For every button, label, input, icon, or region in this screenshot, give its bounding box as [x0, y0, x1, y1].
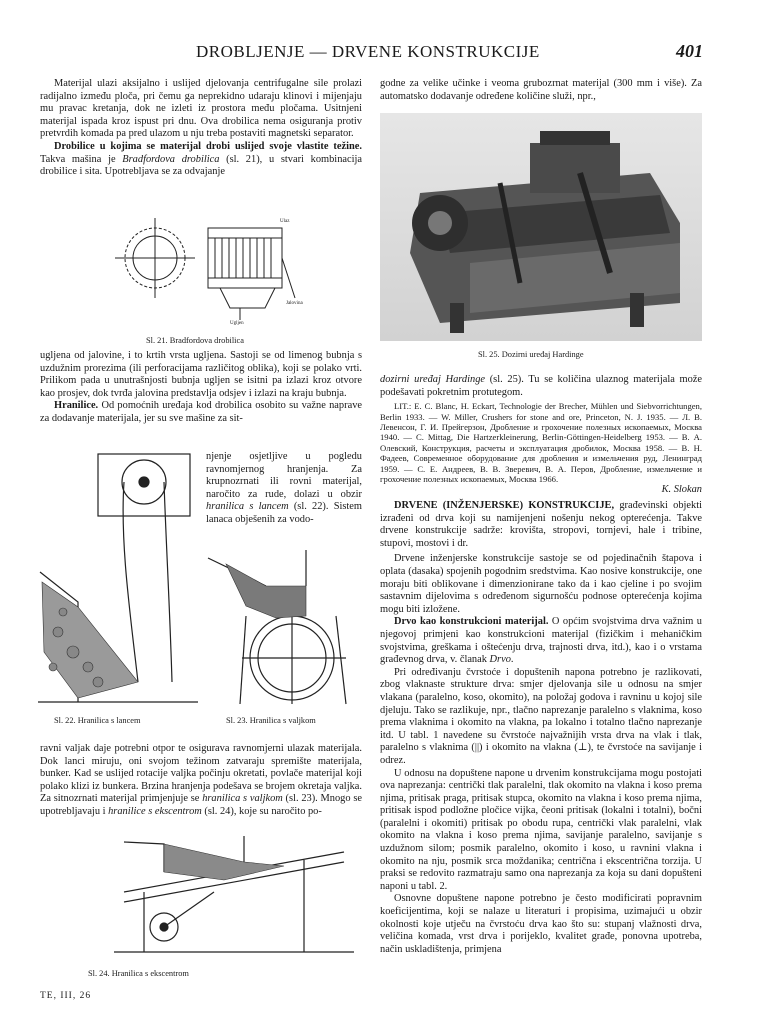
caption-fig22: Sl. 22. Hranilica s lancem [54, 716, 141, 725]
paragraph: Drobilice u kojima se materijal drobi uslijed svoje vlastite težine. Takva mašina je Bradfordova drobilica (sl. 21), u stvari kombinacija drobilice i sita. Upotrebljava se za odvajanje [40, 140, 362, 178]
page-footer: TE, III, 26 [40, 991, 92, 1001]
right-column-main [380, 374, 702, 956]
paragraph: ravni valjak daje potrebni otpor te osigurava ravnomjerni ulazak materijala. Dok lanci miruju, oni svojom težinom zatvaraju spremište materijala, bunker. Kad se uslijed rotacije valjka počinju okretati, povlače materijal koji polako klizi iz bunkera. Brzina hranjenja podešava se brojem okretaja valjka. Za sitnozrnati materijal primjenjuje se hranilica s valjkom (sl. 23). Mnogo se upotrebljavaju i hranilice s ekscentrom (sl. 24), koje su naročito po- [40, 743, 362, 817]
figure-hardinge-photo [380, 113, 702, 341]
label-ulaz: Ulaz [280, 219, 290, 224]
figure-chain-feeder [38, 452, 198, 708]
figure-roller-feeder [206, 546, 362, 706]
label-ugljen: Ugljen [230, 321, 244, 326]
author-signature: K. Slokan [661, 484, 702, 496]
paragraph: njenje osjetljive u pogledu ravnomjernog hranjenja. Za krupnozrnati ili rovni materijal, naročito za rude, dolazi u obzir hranilica s lancem (sl. 22). Sistem lanaca obješenih za vodo- [206, 451, 362, 525]
running-title: DROBLJENJE — DRVENE KONSTRUKCIJE [196, 42, 540, 61]
roller-feeder-drawing [206, 546, 362, 706]
figure-eccentric-feeder [104, 832, 360, 966]
left-column-narrow [206, 451, 362, 527]
entry-heading: DRVENE (INŽENJERSKE) KONSTRUKCIJE, [394, 500, 615, 512]
left-column-top [40, 78, 362, 179]
paragraph-lead: Drobilice u kojima se materijal drobi uslijed svoje vlastite težine. [54, 140, 362, 152]
paragraph: U odnosu na dopuštene napone u drvenim konstrukcijama mogu postojati ova naprezanja: centrički tlak paralelni, tlak okomito na vlakna i koso prema njima, pritisak praga, pritisak stupca, okomito na vlakna i koso prema njima, pritisak ispod podložne pločice vijka, čeoni pritisak (lokalni i totalni), bočni (paralelni i okomiti) pritisak po obodu rupa, centrički vlak paralelni, vlak okomito na vlakna i koso prema njima, savijanje paralelno, savijanje s uzdužnom silom; posmik paralelno, okomito i koso, u ravnini vlakna i okomito na nju, posmik srca moždanika; centrična i ekscentrična torzija. U praksi se redovito razmatraju samo ona naprezanja za koja su dani dopušteni naponi u tabl. 2. [380, 767, 702, 892]
paragraph: Hranilice. Od pomoćnih uređaja kod drobilica osobito su važne naprave za dodavanje materijala, jer su sve mašine za sit- [40, 400, 362, 424]
paragraph: Drvo kao konstrukcioni materijal. O općim svojstvima drva važnim u njegovoj primjeni kao konstrukcioni materijal (fizičkim i mehaničkim svojstvima, greškama i oštećenju drva, trajnosti drva, itd.), kao i o vrstama građevnog drva, v. članak Drvo. [380, 616, 702, 666]
paragraph: Osnovne dopuštene napone potrebno je često modificirati popravnim koeficijentima, koji se nalaze u literaturi i propisima, uzimajući u obzir okolnosti koje utječu na čvrstoću drva kao što su: stupanj vlažnosti drva, veličina komada, vrst drva i porijeklo, kvalitet građe, ponovna upotreba, način uskladištenja, primjena [380, 893, 702, 955]
eccentric-feeder-drawing [104, 832, 360, 966]
page-header [0, 42, 768, 66]
left-column-middle [40, 350, 362, 426]
chain-feeder-drawing [38, 452, 198, 708]
paragraph: godne za velike učinke i veoma grubozrnat materijal (300 mm i više). Za automatsko dodavanje određene količine služi, npr., [380, 78, 702, 102]
paragraph: Pri određivanju čvrstoće i dopuštenih napona potrebno je razlikovati, zbog vlaknaste strukture drva: smjer djelovanja sile u odnosu na smjer vlakana (paralelno, koso, okomito), na položaj godova i ravninu u kojoj sile djeluju. Tako se razlikuje, npr., tlačno naprezanje paralelno s vlaknima, koso prema vlaknima i okomito na vlakna, pa lokalno i totalno tlačno naprezanje itd. U tabl. 1 navedene su čvrstoće najvažnijih vrsta drva na vlak i tlak, paralelno s vlaknima (||) i okomito na vlakna (⊥), te čvrstoće na savijanje i odrez. [380, 666, 702, 766]
right-column-top [380, 78, 702, 103]
caption-fig25: Sl. 25. Dozirni uređaj Hardinge [478, 350, 584, 359]
paragraph: dozirni uređaj Hardinge (sl. 25). Tu se količina ulaznog materijala može podešavati pokretnim protutegom. [380, 374, 703, 398]
caption-fig23: Sl. 23. Hranilica s valjkom [226, 716, 316, 725]
paragraph: Drvene inženjerske konstrukcije sastoje se od pojedinačnih štapova i oplata (dasaka) spojenih pogodnim sredstvima. Kao nosive konstrukcije, one moraju biti oblikovane i dimenzionirane tako da i kao cjeline i po svojim sastavnim dijelovima s određenom sigurnošću podnose opterećenja kojima mogu biti izložene. [380, 553, 702, 615]
hardinge-photo-drawing [380, 113, 702, 341]
paragraph: DRVENE (INŽENJERSKE) KONSTRUKCIJE, građevinski objekti izrađeni od drva koji su namijenjeni nošenju nekog opterećenja. Takve drvene konstrukcije sadrže: krovišta, stropovi, tornjevi, hale i tribine, stupovi, mostovi i dr. [380, 500, 702, 549]
literature-list: LIT.: E. C. Blanc, H. Eckart, Technologie der Brecher, Mühlen und Siebvorrichtungen, Berlin 1933. — W. Miller, Crushers for stone and ore, Princeton, N. J. 1935. — Л. В. Левенсон, Г. И. Прейгерзон, Дробление и грохочение полезных ископаемых, Москва 1940. — C. Mittag, Die Hartzerkleinerung, Berlin-Göttingen-Heidelberg 1953. — В. А. Олевский, Конструкция, расчеты и эксплуатация дробилок, Москва 1958. — В. Н. Фадеев, Современное оборудование для дробления и измельчения руд, Ленинград 1959. — С. Е. Андреев, В. В. Зверевич, В. А. Перов, Дробление, измельчение и грохочение полезных ископаемых, Москва 1966. [380, 401, 702, 485]
figure-bradford-crusher [110, 208, 310, 326]
caption-fig21: Sl. 21. Bradfordova drobilica [146, 336, 244, 345]
paragraph: ugljena od jalovine, i to krtih vrsta ugljena. Sastoji se od limenog bubnja s uzdužnim prorezima (ili perforacijama različitog oblika), koji se polako vrti. Prilikom pada u unutrašnjosti bubnja ugljen se isitni pa izlazi kroz otvore kao prosjev, dok tvrđa jalovina predstavlja odsjev i izlazi na kraju bubnja. [40, 350, 362, 399]
label-jalovina: Jalovina [286, 301, 303, 306]
left-column-bottom [40, 743, 362, 819]
paragraph: Materijal ulazi aksijalno i uslijed djelovanja centrifugalne sile prolazi radijalno između ploča, pri čemu ga neprekidno udaraju klinovi i mijenjaju mu pravac kretanja, dok ne izleti iz prostora među pločama. Usitnjeni materijal ispada kroz ispust pri dnu. Ova drobilica nema osiguranja protiv pretvrdih komada pa pred ulazom u nju treba postaviti magnetski separator. [40, 78, 362, 140]
bradford-crusher-drawing [110, 208, 310, 326]
caption-fig24: Sl. 24. Hranilica s ekscentrom [88, 969, 189, 978]
page-number: 401 [676, 41, 703, 61]
